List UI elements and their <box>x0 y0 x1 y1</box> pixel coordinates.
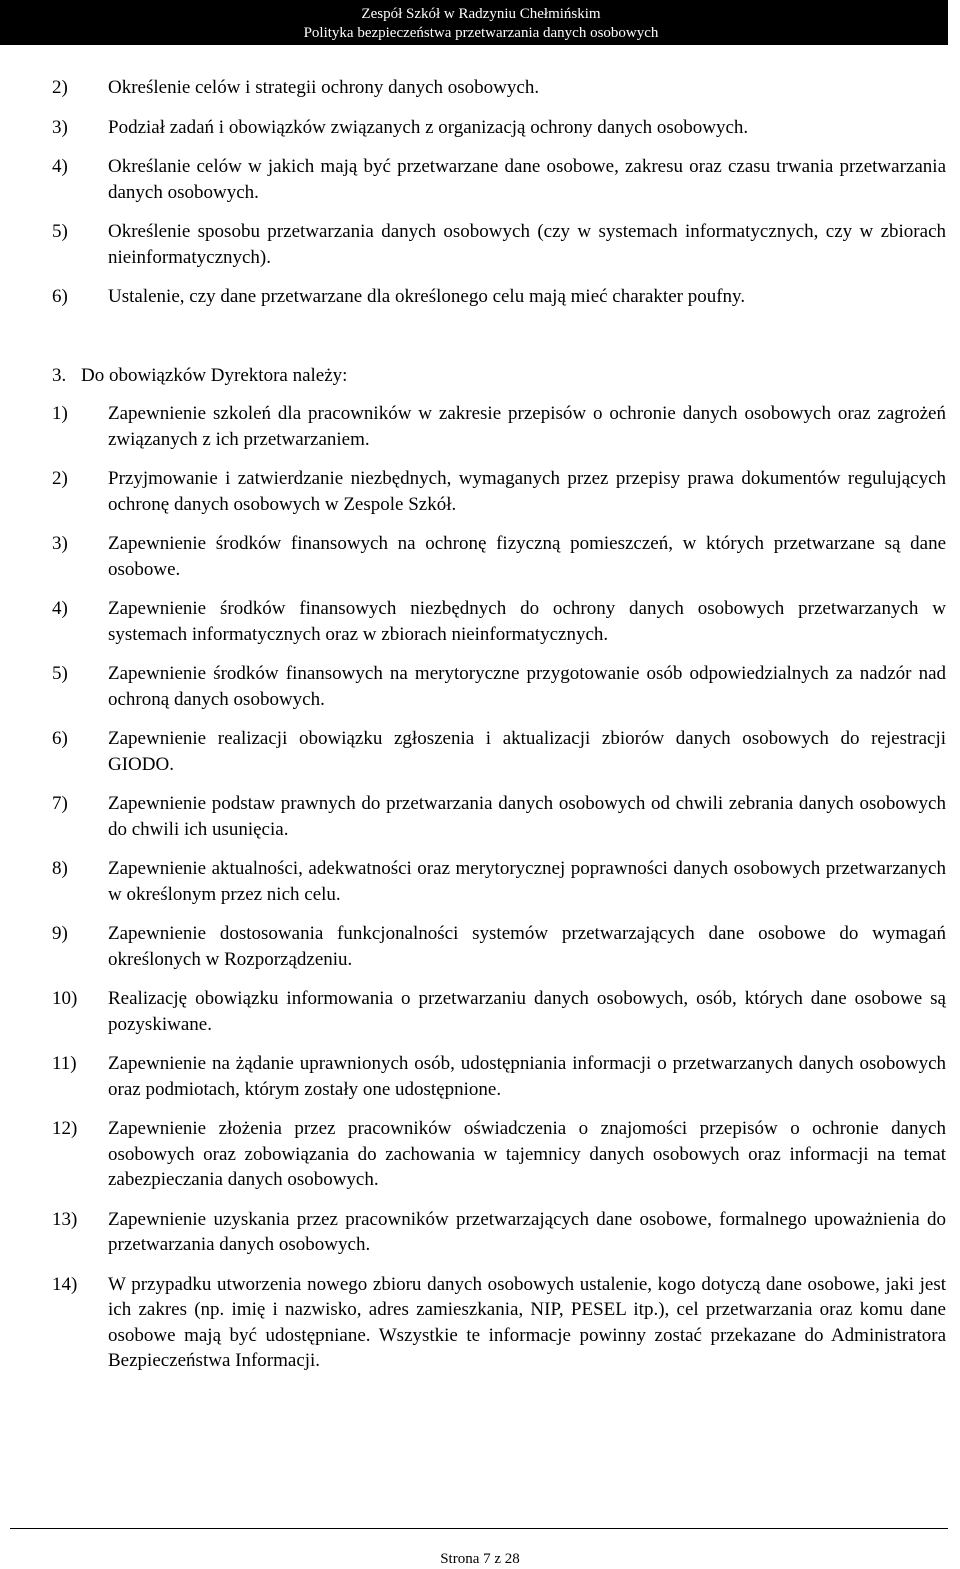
list-item-text: Zapewnienie aktualności, adekwatności oraz merytorycznej poprawności danych osobowych przetwarzanych w określonym przez nich celu. <box>108 858 946 905</box>
list-item <box>52 791 946 842</box>
list-item-text: Określanie celów w jakich mają być przetwarzane dane osobowe, zakresu oraz czasu trwania przetwarzania danych osobowych. <box>108 156 946 203</box>
list-item-number: 2) <box>52 77 68 98</box>
list-item-text: Określenie celów i strategii ochrony danych osobowych. <box>108 77 540 98</box>
section-number: 3. <box>52 365 67 386</box>
list-item-number: 4) <box>52 598 68 619</box>
list-item <box>52 986 946 1037</box>
list-item-text: Zapewnienie złożenia przez pracowników oświadczenia o znajomości przepisów o ochronie danych osobowych oraz zobowiązania do zachowania w tajemnicy danych osobowych oraz informacji na temat zabezpieczania danych osobowych. <box>108 1118 946 1190</box>
list-item-text: Zapewnienie dostosowania funkcjonalności systemów przetwarzających dane osobowe do wymagań określonych w Rozporządzeniu. <box>108 923 946 970</box>
list-item <box>52 466 946 517</box>
list-item-text: Zapewnienie uzyskania przez pracowników przetwarzających dane osobowe, formalnego upoważnienia do przetwarzania danych osobowych. <box>108 1208 946 1255</box>
list-item-text: Zapewnienie środków finansowych na ochronę fizyczną pomieszczeń, w których przetwarzane są dane osobowe. <box>108 533 946 580</box>
list-item <box>52 75 946 101</box>
list-item-text: Zapewnienie podstaw prawnych do przetwarzania danych osobowych od chwili zebrania danych osobowych do chwili ich usunięcia. <box>108 793 946 840</box>
list-item <box>52 856 946 907</box>
list-item <box>52 1051 946 1102</box>
list-item <box>52 1207 946 1258</box>
list-item-text: Podział zadań i obowiązków związanych z organizacją ochrony danych osobowych. <box>108 116 749 138</box>
list-item-text: W przypadku utworzenia nowego zbioru danych osobowych ustalenie, kogo dotyczą dane osobowe, jaki jest ich zakres (np. imię i nazwisko, adres zamieszkania, NIP, PESEL itp.), cel przetwarzania oraz komu dane osobowe mają być udostępniane. Wszystkie te informacje powinny zostać przekazane do Administratora Bezpieczeństwa Informacji. <box>108 1273 946 1371</box>
list-item-number: 8) <box>52 858 68 879</box>
section-title: Do obowiązków Dyrektora należy: <box>81 365 348 386</box>
list-item-text: Zapewnienie środków finansowych na merytoryczne przygotowanie osób odpowiedzialnych za nadzór nad ochroną danych osobowych. <box>108 663 946 710</box>
page-number: Strona 7 z 28 <box>440 1551 520 1567</box>
list-item-number: 6) <box>52 728 68 749</box>
list-item-number: 5) <box>52 221 68 242</box>
list-item-number: 5) <box>52 663 68 684</box>
list-item-number: 4) <box>52 156 68 177</box>
list-item-number: 11) <box>52 1053 77 1074</box>
list-item-text: Zapewnienie realizacji obowiązku zgłoszenia i aktualizacji zbiorów danych osobowych do rejestracji GIODO. <box>108 728 946 775</box>
list-item <box>52 154 946 205</box>
list-item-text: Zapewnienie szkoleń dla pracowników w zakresie przepisów o ochronie danych osobowych oraz zagrożeń związanych z ich przetwarzaniem. <box>108 403 946 450</box>
list-item-number: 7) <box>52 793 68 814</box>
list-item-number: 6) <box>52 286 68 307</box>
list-item <box>52 401 946 452</box>
objectives-list <box>52 75 946 310</box>
list-item <box>52 921 946 972</box>
list-item-number: 3) <box>52 533 68 554</box>
list-item-number: 2) <box>52 468 68 489</box>
list-item <box>52 115 946 141</box>
list-item-text: Ustalenie, czy dane przetwarzane dla określonego celu mają mieć charakter poufny. <box>108 286 746 307</box>
list-item-text: Zapewnienie na żądanie uprawnionych osób, udostępniania informacji o przetwarzanych danych osobowych oraz podmiotach, którym zostały one udostępnione. <box>108 1053 946 1100</box>
list-item-number: 1) <box>52 403 68 424</box>
list-item <box>52 661 946 712</box>
list-item <box>52 1272 946 1374</box>
list-item-number: 10) <box>52 988 78 1009</box>
list-item-text: Realizację obowiązku informowania o przetwarzaniu danych osobowych, osób, których dane osobowe są pozyskiwane. <box>108 988 946 1035</box>
list-item <box>52 219 946 270</box>
section-heading <box>52 363 347 388</box>
list-item-text: Zapewnienie środków finansowych niezbędnych do ochrony danych osobowych przetwarzanych w systemach informatycznych oraz w zbiorach nieinformatycznych. <box>108 598 946 645</box>
list-item <box>52 1116 946 1193</box>
list-item-number: 12) <box>52 1118 78 1139</box>
footer-divider <box>10 1528 948 1529</box>
list-item-number: 9) <box>52 923 68 944</box>
list-item <box>52 531 946 582</box>
list-item-number: 3) <box>52 116 68 138</box>
director-duties-list <box>52 401 946 1374</box>
list-item <box>52 726 946 777</box>
list-item-number: 14) <box>52 1273 78 1295</box>
list-item <box>52 596 946 647</box>
list-item-number: 13) <box>52 1208 78 1230</box>
header-school-name: Zespół Szkół w Radzyniu Chełmińskim <box>361 6 601 22</box>
list-item <box>52 284 946 310</box>
header-document-title: Polityka bezpieczeństwa przetwarzania danych osobowych <box>303 25 659 41</box>
document-header <box>0 0 948 45</box>
list-item-text: Określenie sposobu przetwarzania danych osobowych (czy w systemach informatycznych, czy w zbiorach nieinformatycznych). <box>108 221 946 268</box>
list-item-text: Przyjmowanie i zatwierdzanie niezbędnych, wymaganych przez przepisy prawa dokumentów regulujących ochronę danych osobowych w Zespole Szkół. <box>108 468 946 515</box>
